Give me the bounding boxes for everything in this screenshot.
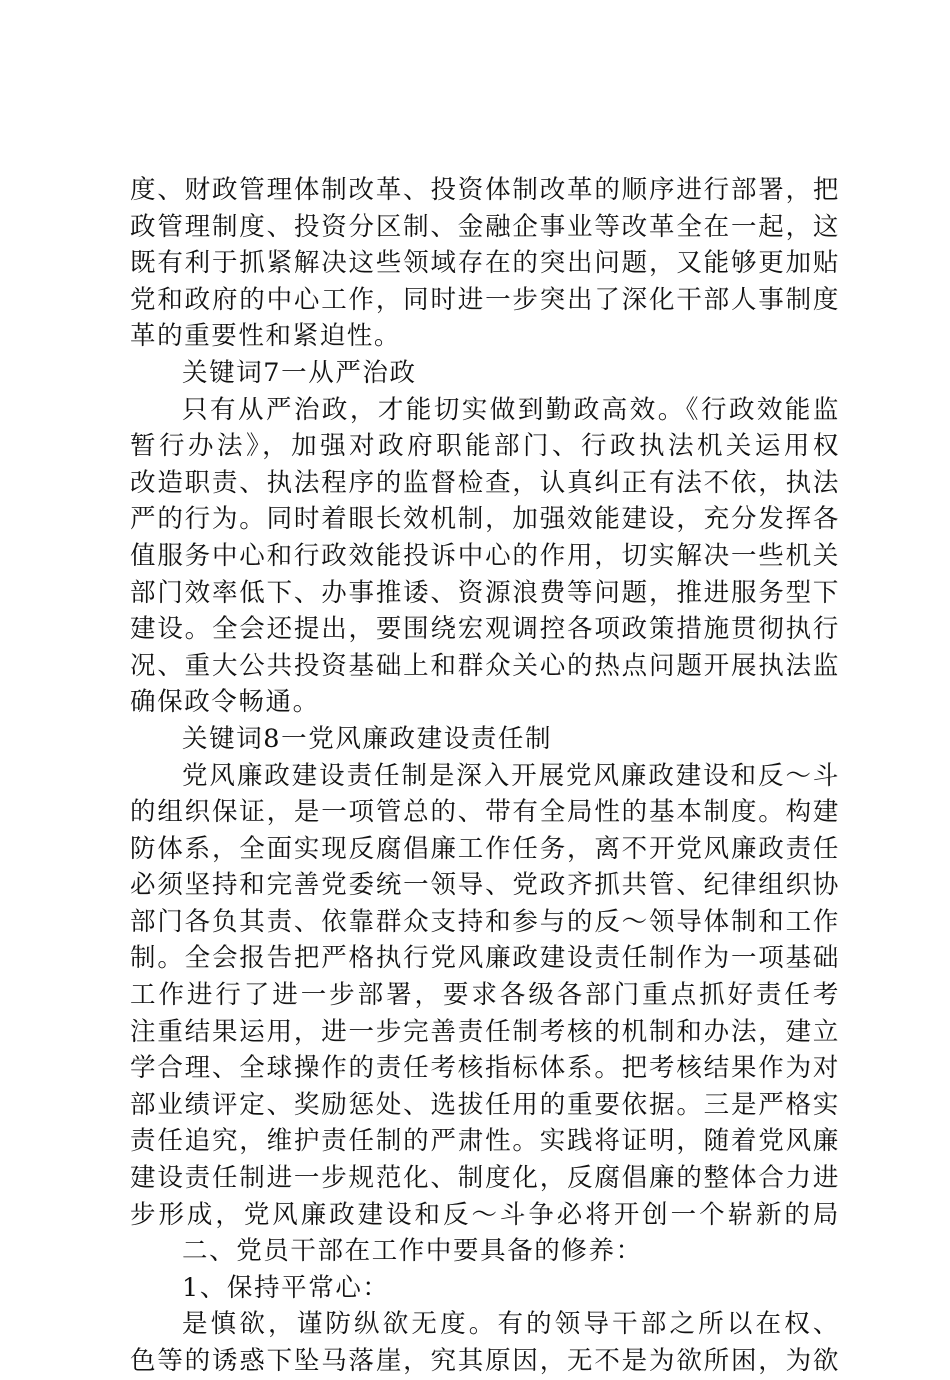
text-line: 确保政令畅通。 — [130, 687, 320, 718]
text-line: 的组织保证，是一项管总的、带有全局性的基本制度。构建 — [130, 797, 840, 828]
text-line: 值服务中心和行政效能投诉中心的作用，切实解决一些机关 — [130, 540, 840, 571]
text-line: 建设。全会还提出，要围绕宏观调控各项政策措施贯彻执行 — [130, 614, 840, 645]
text-line: 既有利于抓紧解决这些领域存在的突出问题，又能够更加贴 — [130, 248, 840, 279]
paragraph-start-line: 二、党员干部在工作中要具备的修养： — [182, 1236, 643, 1267]
paragraph-start-line: 只有从严治政，才能切实做到勤政高效。《行政效能监 — [182, 394, 840, 425]
paragraph-start-line: 关键词8一党风廉政建设责任制 — [182, 723, 553, 754]
text-line: 色等的诱惑下坠马落崖，究其原因，无不是为欲所困，为欲 — [130, 1346, 840, 1376]
text-line: 况、重大公共投资基础上和群众关心的热点问题开展执法监 — [130, 650, 840, 681]
text-line: 工作进行了进一步部署，要求各级各部门重点抓好责任考 — [130, 980, 840, 1011]
text-line: 严的行为。同时着眼长效机制，加强效能建设，充分发挥各 — [130, 504, 840, 535]
document-body — [130, 172, 840, 1380]
text-line: 制。全会报告把严格执行党风廉政建设责任制作为一项基础 — [130, 943, 840, 974]
text-line: 政管理制度、投资分区制、金融企事业等改革全在一起，这 — [130, 211, 840, 242]
text-line: 部门效率低下、办事推诿、资源浪费等问题，推进服务型下 — [130, 577, 840, 608]
text-line: 部门各负其责、依靠群众支持和参与的反～领导体制和工作 — [130, 906, 840, 937]
paragraph-start-line: 关键词7一从严治政 — [182, 357, 417, 388]
paragraph-start-line: 是慎欲，谨防纵欲无度。有的领导干部之所以在权、 — [182, 1309, 840, 1340]
text-line: 党和政府的中心工作，同时进一步突出了深化干部人事制度 — [130, 284, 840, 315]
paragraph-start-line: 党风廉政建设责任制是深入开展党风廉政建设和反～斗 — [182, 760, 840, 791]
text-line: 革的重要性和紧迫性。 — [130, 321, 402, 352]
text-line: 步形成，党风廉政建设和反～斗争必将开创一个崭新的局 — [130, 1199, 840, 1230]
text-line: 暂行办法》，加强对政府职能部门、行政执法机关运用权 — [130, 431, 840, 462]
text-line: 度、财政管理体制改革、投资体制改革的顺序进行部署，把 — [130, 175, 840, 205]
text-line: 建设责任制进一步规范化、制度化，反腐倡廉的整体合力进 — [130, 1163, 840, 1194]
text-line: 改造职责、执法程序的监督检查，认真纠正有法不依，执法 — [130, 467, 840, 498]
text-line: 注重结果运用，进一步完善责任制考核的机制和办法，建立 — [130, 1016, 840, 1047]
text-line: 部业绩评定、奖励惩处、选拔任用的重要依据。三是严格实 — [130, 1089, 840, 1120]
text-line: 责任追究，维护责任制的严肃性。实践将证明，随着党风廉 — [130, 1126, 840, 1157]
paragraph-start-line: 1、保持平常心： — [182, 1272, 390, 1303]
text-line: 必须坚持和完善党委统一领导、党政齐抓共管、纪律组织协 — [130, 870, 840, 901]
text-line: 防体系，全面实现反腐倡廉工作任务，离不开党风廉政责任 — [130, 833, 840, 864]
text-line: 学合理、全球操作的责任考核指标体系。把考核结果作为对 — [130, 1053, 840, 1084]
